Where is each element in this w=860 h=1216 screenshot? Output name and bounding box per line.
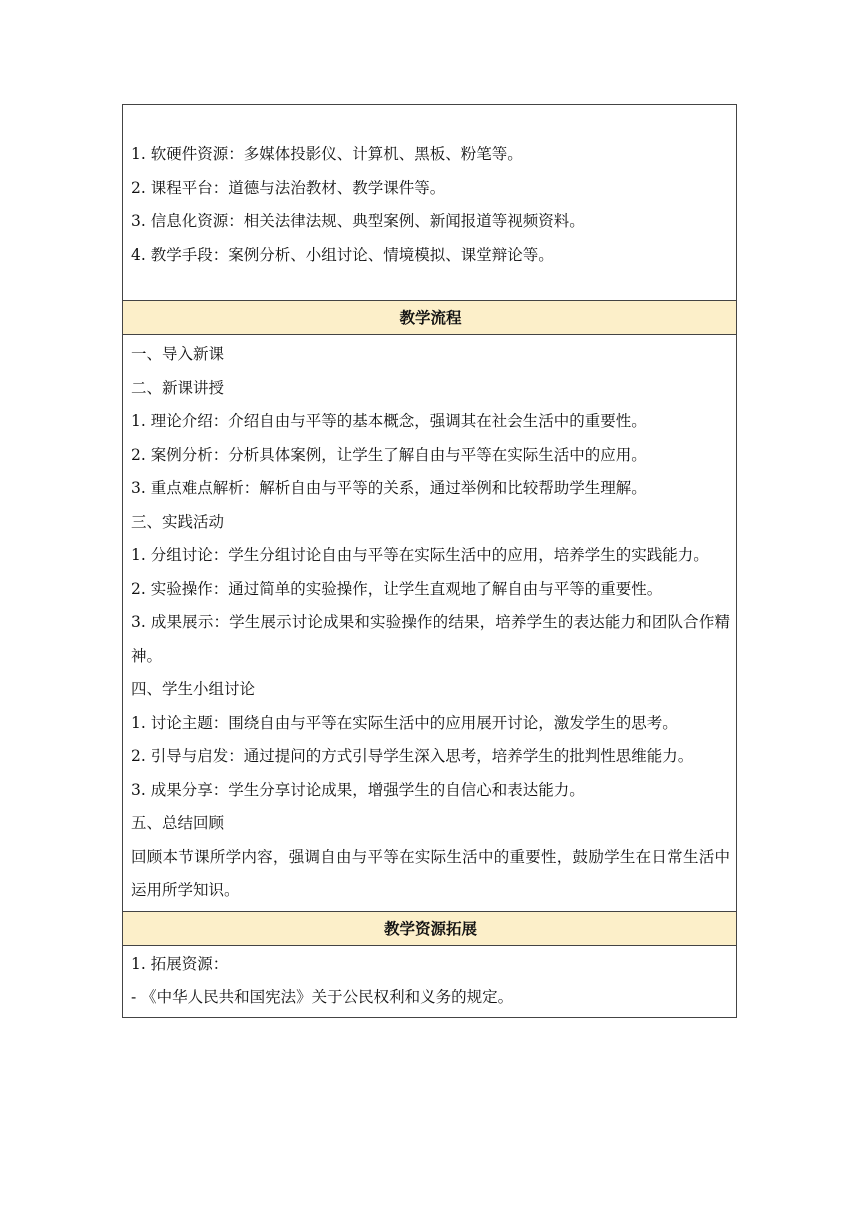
- resource-extension-cell: [123, 945, 737, 1017]
- flow-item: 2. 引导与启发：通过提问的方式引导学生深入思考，培养学生的批判性思维能力。: [131, 747, 694, 765]
- flow-item: 1. 理论介绍：介绍自由与平等的基本概念，强调其在社会生活中的重要性。: [131, 412, 647, 430]
- flow-heading-review: 五、总结回顾: [131, 814, 225, 832]
- flow-item: 2. 实验操作：通过简单的实验操作，让学生直观地了解自由与平等的重要性。: [131, 579, 663, 598]
- extension-item: - 《中华人民共和国宪法》关于公民权利和义务的规定。: [131, 988, 514, 1006]
- flow-item: 3. 重点难点解析：解析自由与平等的关系，通过举例和比较帮助学生理解。: [131, 479, 647, 497]
- resources-row: [123, 105, 737, 301]
- teaching-flow-cell: [123, 335, 737, 912]
- flow-heading-lecture: 二、新课讲授: [131, 378, 225, 397]
- lesson-plan-table: [122, 104, 737, 1018]
- flow-heading-practice: 三、实践活动: [131, 512, 225, 531]
- flow-heading-intro: 一、导入新课: [131, 345, 225, 363]
- section-header-resource-extension: 教学资源拓展: [123, 911, 737, 945]
- extension-header-row: [123, 911, 737, 945]
- flow-heading-group-discussion: 四、学生小组讨论: [131, 680, 256, 698]
- extension-content-row: [123, 945, 737, 1017]
- flow-item: 1. 分组讨论：学生分组讨论自由与平等在实际生活中的应用，培养学生的实践能力。: [131, 546, 709, 564]
- resource-item-platform: 2. 课程平台：道德与法治教材、教学课件等。: [131, 178, 446, 197]
- extension-item: 1. 拓展资源：: [131, 954, 229, 973]
- flow-item: 2. 案例分析：分析具体案例，让学生了解自由与平等在实际生活中的应用。: [131, 445, 647, 464]
- resource-item-hardware: 1. 软硬件资源：多媒体投影仪、计算机、黑板、粉笔等。: [131, 145, 523, 163]
- flow-item: 1. 讨论主题：围绕自由与平等在实际生活中的应用展开讨论，激发学生的思考。: [131, 713, 678, 732]
- flow-item: 回顾本节课所学内容，强调自由与平等在实际生活中的重要性，鼓励学生在日常生活中运用所学知识。: [131, 847, 730, 899]
- section-header-teaching-flow: 教学流程: [123, 301, 737, 335]
- resource-item-methods: 4. 教学手段：案例分析、小组讨论、情境模拟、课堂辩论等。: [131, 245, 554, 264]
- flow-content-row: [123, 335, 737, 912]
- resources-cell: [123, 105, 737, 301]
- flow-item: 3. 成果展示：学生展示讨论成果和实验操作的结果，培养学生的表达能力和团队合作精神。: [131, 613, 730, 665]
- flow-item: 3. 成果分享：学生分享讨论成果，增强学生的自信心和表达能力。: [131, 780, 585, 799]
- resource-item-information: 3. 信息化资源：相关法律法规、典型案例、新闻报道等视频资料。: [131, 212, 585, 230]
- flow-header-row: [123, 301, 737, 335]
